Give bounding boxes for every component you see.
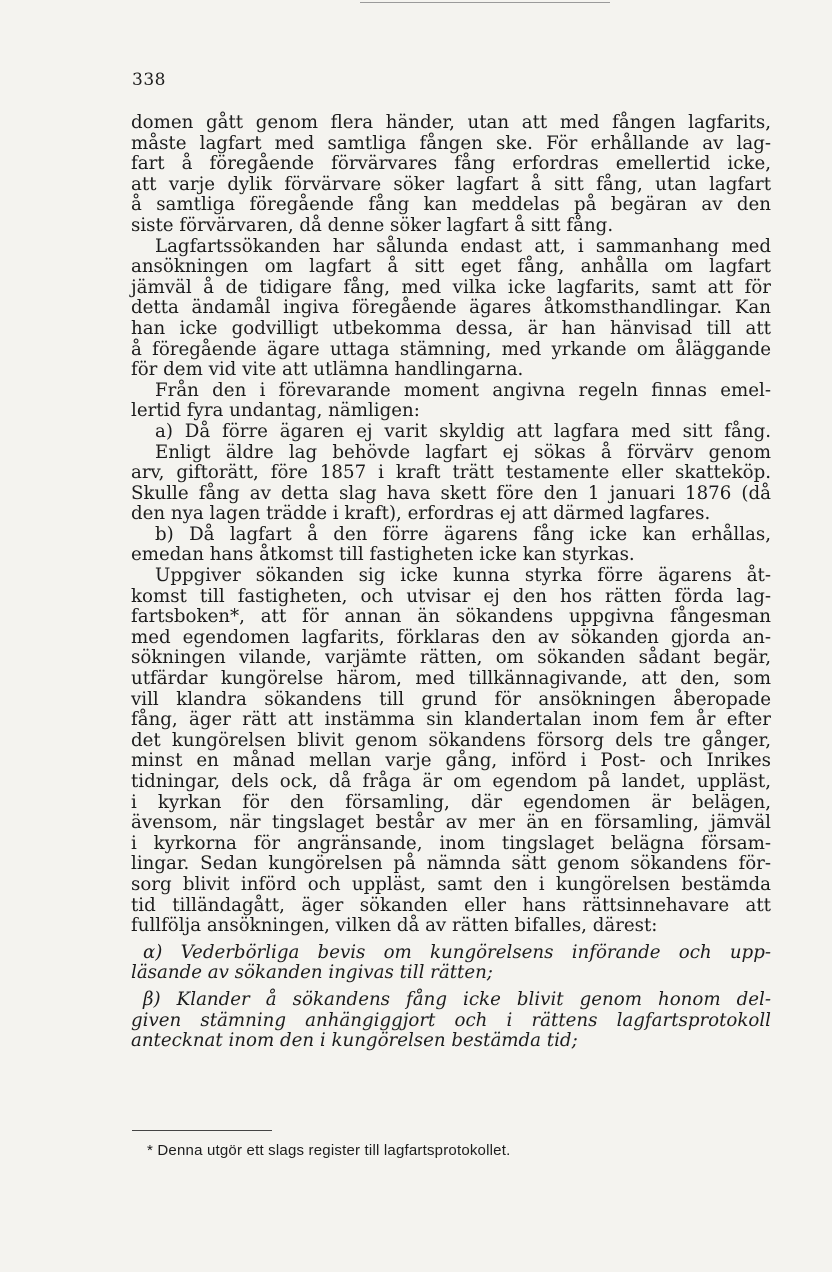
text-line: Lagfartssökanden har sålunda endast att, i sammanhang med	[155, 235, 771, 257]
text-line: med egendomen lagfarits, förklaras den av sökanden gjorda an-	[131, 626, 771, 648]
footnote-rule	[132, 1130, 272, 1131]
text-line: sorg blivit införd och uppläst, samt den i kungörelsen bestämda	[131, 873, 771, 895]
text-line: att varje dylik förvärvare söker lagfart å sitt fång, utan lagfart	[131, 173, 771, 195]
text-line: fartsboken*, att för annan än sökandens uppgivna fångesman	[131, 606, 771, 628]
text-line: Skulle fång av detta slag hava skett före den 1 januari 1876 (då	[131, 482, 771, 504]
text-line: det kungörelsen blivit genom sökandens försorg dels tre gånger,	[131, 729, 771, 751]
text-line: i kyrkan för den församling, där egendomen är belägen,	[131, 791, 771, 813]
text-line: domen gått genom flera händer, utan att med fången lagfarits,	[131, 112, 771, 133]
text-line: läsande av sökanden ingivas till rätten;	[131, 962, 493, 984]
text-line: minst en månad mellan varje gång, införd i Post- och Inrikes	[131, 750, 771, 772]
text-line: i kyrkorna för angränsande, inom tingslaget belägna försam-	[131, 832, 771, 854]
text-line: a) Då förre ägaren ej varit skyldig att lagfara med sitt fång.	[155, 420, 771, 442]
text-line: tidningar, dels ock, då fråga är om egendom på landet, uppläst,	[131, 771, 771, 792]
text-line: lingar. Sedan kungörelsen på nämnda sätt genom sökandens för-	[131, 853, 771, 875]
text-line: detta ändamål ingiva föregående ägares åtkomsthandlingar. Kan	[131, 297, 771, 319]
text-line: han icke godvilligt utbekomma dessa, är han hänvisad till att	[131, 317, 771, 339]
text-line: tid tilländagått, äger sökanden eller hans rättsinnehavare att	[131, 894, 771, 916]
body-text	[131, 113, 771, 1052]
text-line: Från den i förevarande moment angivna regeln finnas emel-	[155, 379, 771, 401]
text-line: b) Då lagfart å den förre ägarens fång icke kan erhållas,	[155, 523, 771, 545]
text-line: antecknat inom den i kungörelsen bestämda tid;	[131, 1030, 578, 1052]
text-line: fart å föregående förvärvares fång erfordras emellertid icke,	[131, 153, 771, 175]
text-line: lertid fyra undantag, nämligen:	[131, 400, 420, 422]
text-line: utfärdar kungörelse härom, med tillkännagivande, att den, som	[131, 668, 771, 690]
text-line: Uppgiver sökanden sig icke kunna styrka förre ägarens åt-	[155, 565, 771, 587]
text-line: arv, giftorätt, före 1857 i kraft trätt testamente eller skatteköp.	[131, 462, 771, 484]
text-line: å samtliga föregående fång kan meddelas på begäran av den	[131, 194, 771, 216]
text-line: ansökningen om lagfart å sitt eget fång, anhålla om lagfart	[131, 256, 771, 278]
text-line: jämväl å de tidigare fång, med vilka icke lagfarits, samt att för	[131, 276, 771, 298]
text-line: för dem vid vite att utlämna handlingarna.	[131, 359, 524, 381]
footnote: * Denna utgör ett slags register till lagfartsprotokollet.	[147, 1142, 511, 1159]
text-line: fullfölja ansökningen, vilken då av rätten bifalles, därest:	[131, 915, 658, 937]
text-line: siste förvärvaren, då denne söker lagfart å sitt fång.	[131, 214, 614, 236]
text-line: α) Vederbörliga bevis om kungörelsens införande och upp-	[143, 941, 771, 963]
text-line: måste lagfart med samtliga fången ske. För erhållande av lag-	[131, 132, 771, 154]
top-edge-rule	[360, 2, 610, 3]
page-number: 338	[132, 70, 166, 90]
text-line: den nya lagen trädde i kraft), erfordras ej att därmed lagfares.	[131, 503, 711, 525]
text-line: β) Klander å sökandens fång icke blivit genom honom del-	[143, 988, 771, 1010]
text-line: Enligt äldre lag behövde lagfart ej sökas å förvärv genom	[155, 441, 771, 463]
text-line: ävensom, när tingslaget består av mer än en församling, jämväl	[131, 812, 771, 834]
text-line: fång, äger rätt att instämma sin klandertalan inom fem år efter	[131, 709, 771, 731]
text-line: komst till fastigheten, och utvisar ej den hos rätten förda lag-	[131, 585, 771, 607]
text-line: vill klandra sökandens till grund för ansökningen åberopade	[131, 688, 771, 710]
text-line: emedan hans åtkomst till fastigheten icke kan styrkas.	[131, 544, 635, 566]
text-line: å föregående ägare uttaga stämning, med yrkande om åläggande	[131, 338, 771, 360]
text-line: sökningen vilande, varjämte rätten, om sökanden sådant begär,	[131, 647, 771, 669]
text-line: given stämning anhängiggjort och i rättens lagfartsprotokoll	[131, 1009, 771, 1031]
